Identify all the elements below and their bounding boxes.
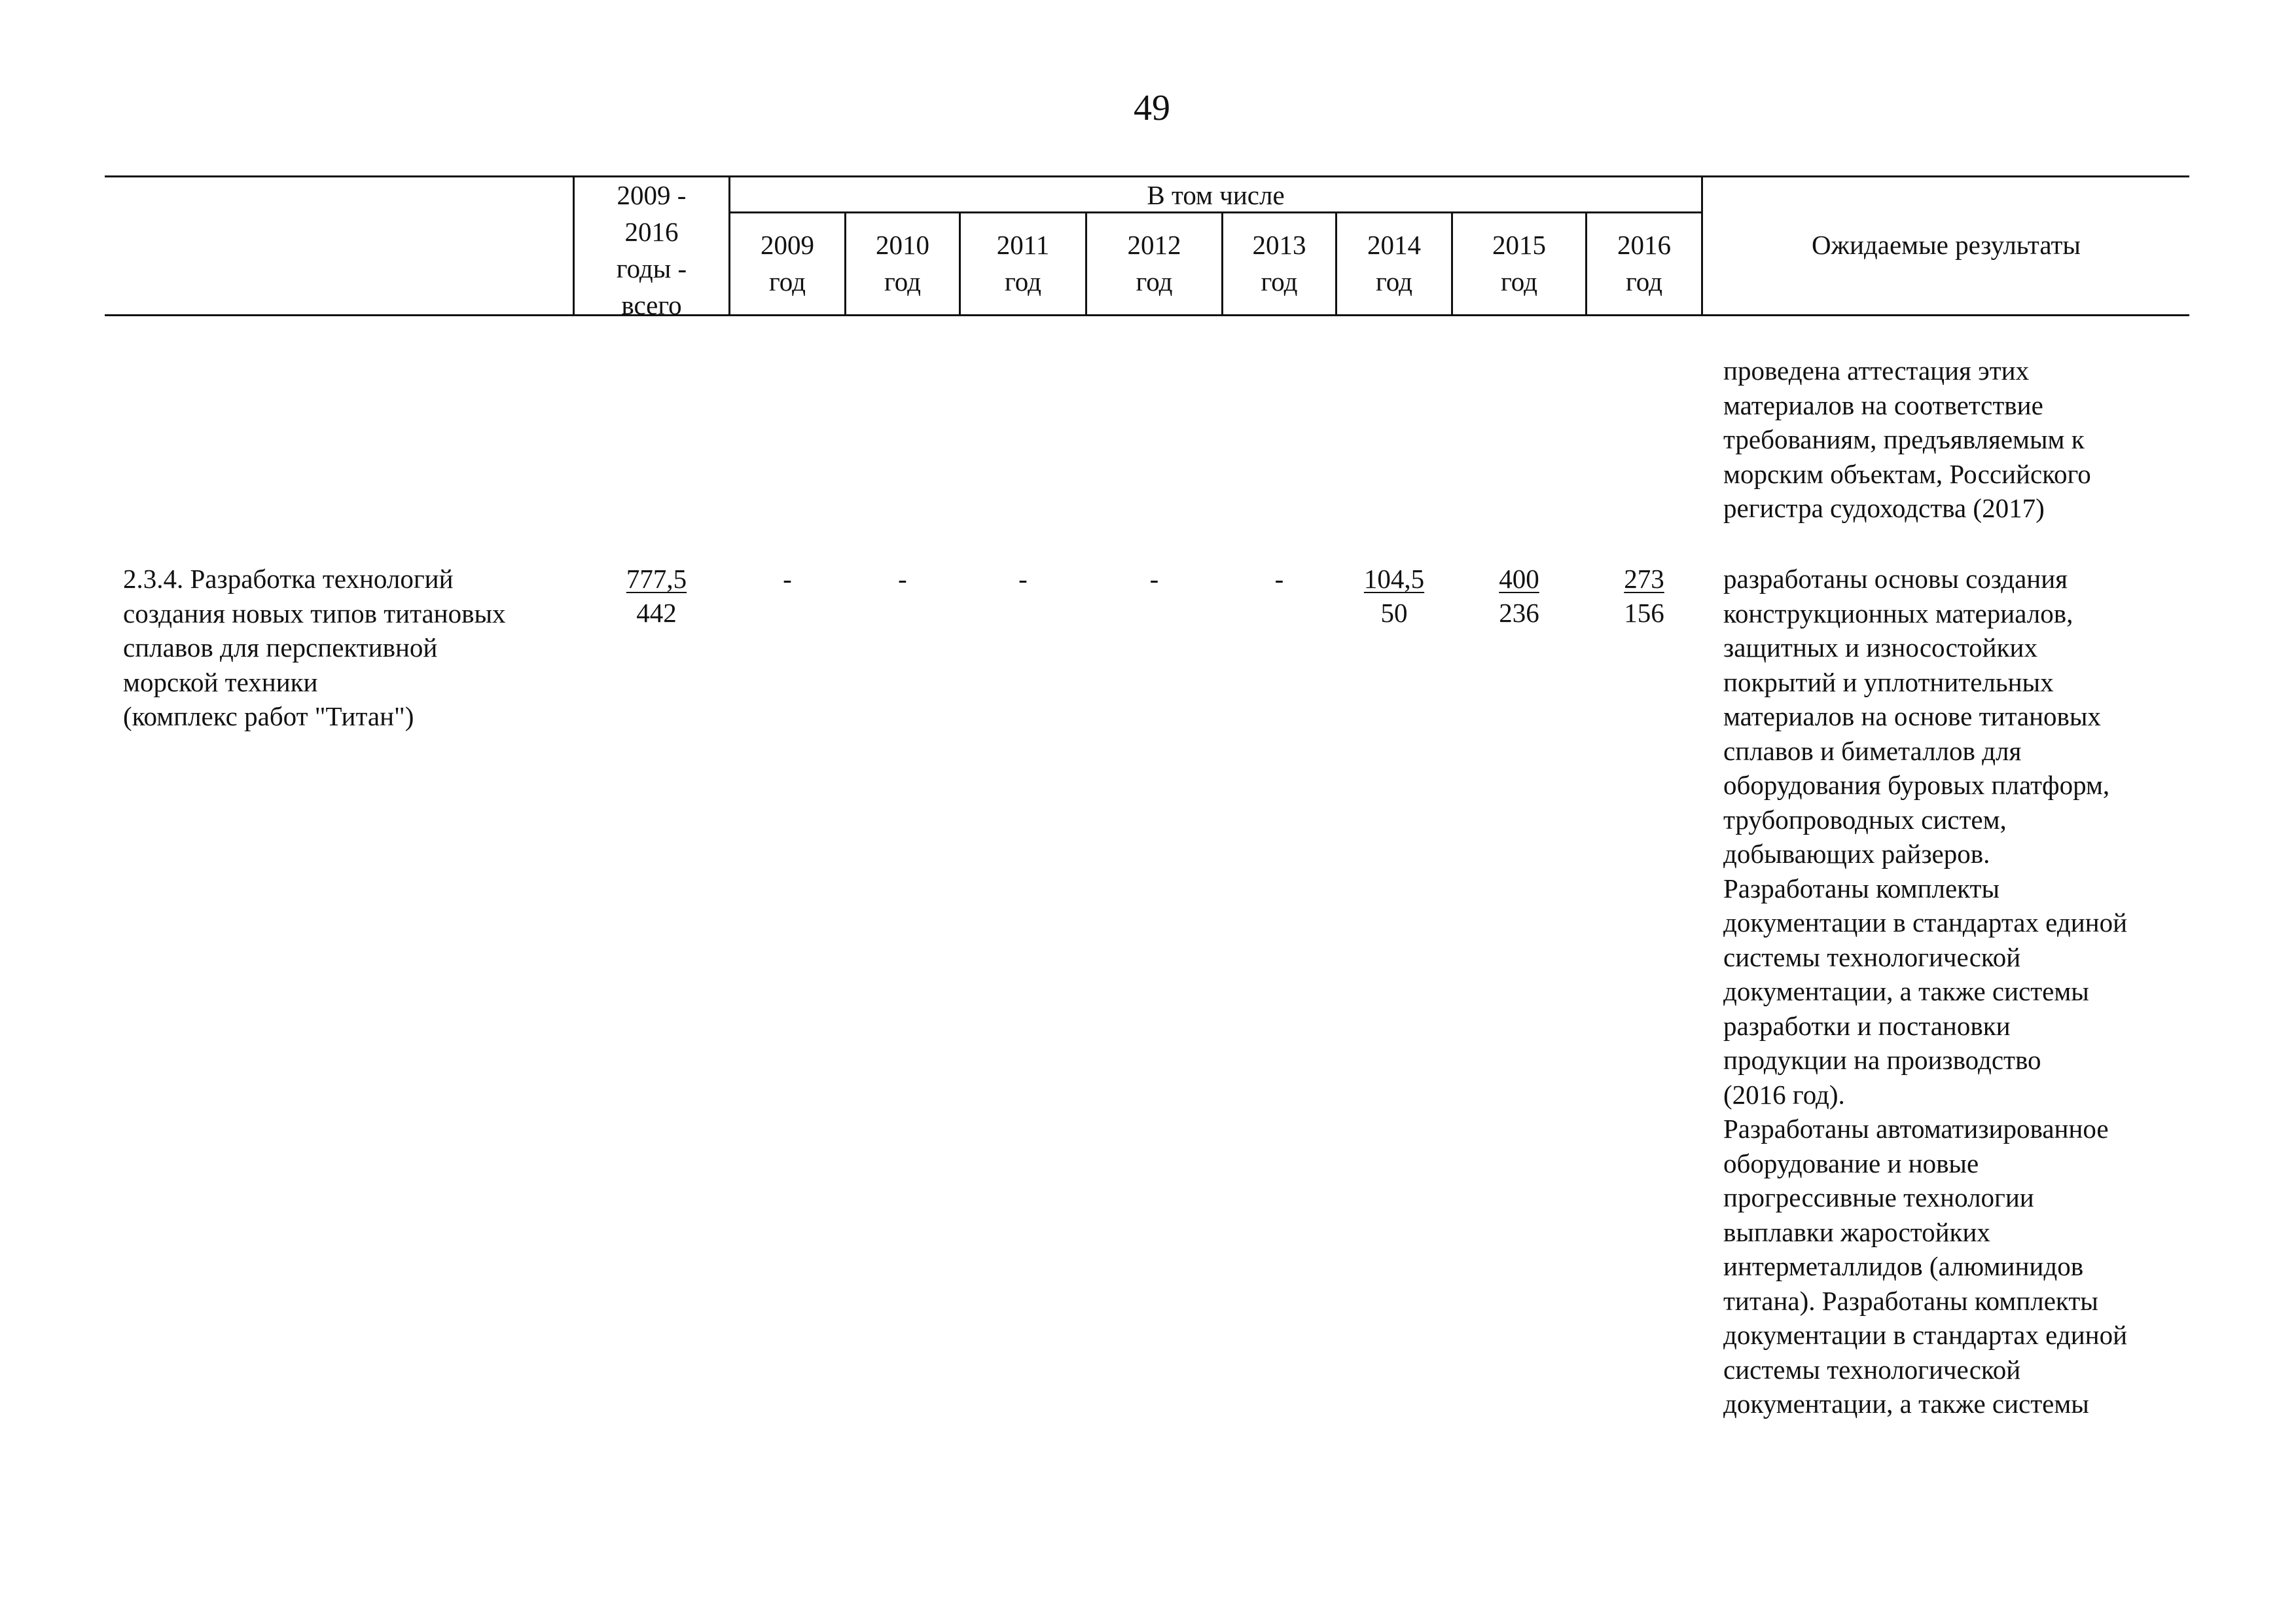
year-value-2009 — [730, 562, 844, 596]
header-year-unit: год — [1005, 266, 1041, 297]
result-line: документации в стандартах единой — [1723, 907, 2128, 938]
year-top-value: - — [1274, 564, 1284, 594]
year-value-2011 — [961, 562, 1085, 596]
result-line: требованиям, предъявляемым к — [1723, 424, 2085, 454]
header-year-unit: год — [884, 266, 921, 297]
task-name-line: (комплекс работ "Титан") — [123, 701, 414, 731]
header-year-2011 — [961, 227, 1085, 300]
result-line: системы технологической — [1723, 941, 2021, 972]
task-name — [123, 562, 506, 734]
header-group-label: В том числе — [1147, 180, 1285, 210]
result-line: защитных и износостойких — [1723, 632, 2037, 663]
result-line: прогрессивные технологии — [1723, 1182, 2034, 1213]
total-top-value: 777,5 — [626, 564, 687, 594]
header-year-2012 — [1087, 227, 1221, 300]
header-year-2015 — [1453, 227, 1585, 300]
result-line: сплавов и биметаллов для — [1723, 735, 2022, 766]
header-year-label: 2012 — [1127, 230, 1181, 260]
year-value-2016 — [1587, 562, 1701, 630]
result-line: интерметаллидов (алюминидов — [1723, 1251, 2084, 1281]
header-total-line: всего — [621, 290, 682, 320]
year-value-2012 — [1087, 562, 1221, 596]
result-line: добывающих райзеров. — [1723, 839, 1990, 869]
header-total-line: 2016 — [624, 217, 679, 247]
header-total-line: годы - — [616, 253, 687, 283]
result-line: Разработаны комплекты — [1723, 873, 2000, 903]
year-value-2015 — [1453, 562, 1585, 630]
result-line: документации, а также системы — [1723, 976, 2089, 1006]
result-line: конструкционных материалов, — [1723, 598, 2073, 629]
year-top-value: - — [1149, 564, 1159, 594]
result-line: проведена аттестация этих — [1723, 356, 2030, 386]
year-top-value: - — [1018, 564, 1028, 594]
year-top-value: - — [783, 564, 792, 594]
header-year-2016 — [1587, 227, 1701, 300]
page-number: 49 — [1134, 88, 1170, 128]
result-line: регистра судоходства (2017) — [1723, 493, 2045, 523]
total-value — [575, 562, 738, 630]
task-name-line: морской техники — [123, 666, 318, 697]
header-year-label: 2009 — [761, 230, 814, 260]
result-line: покрытий и уплотнительных — [1723, 666, 2054, 697]
result-line: материалов на соответствие — [1723, 390, 2043, 420]
result-line: трубопроводных систем, — [1723, 804, 2007, 835]
result-line: оборудование и новые — [1723, 1148, 1979, 1178]
header-year-label: 2014 — [1367, 230, 1421, 260]
year-bottom-value: 50 — [1380, 598, 1408, 628]
header-year-unit: год — [769, 266, 806, 297]
header-year-2013 — [1223, 227, 1335, 300]
result-line: продукции на производство — [1723, 1045, 2041, 1075]
header-year-label: 2011 — [996, 230, 1050, 260]
continuation-results — [1723, 354, 2091, 526]
header-year-label: 2013 — [1252, 230, 1306, 260]
result-line: материалов на основе титановых — [1723, 701, 2101, 731]
header-year-unit: год — [1261, 266, 1298, 297]
result-line: документации в стандартах единой — [1723, 1320, 2128, 1350]
header-year-2014 — [1337, 227, 1451, 300]
year-value-2010 — [846, 562, 959, 596]
header-total-column — [575, 177, 728, 323]
result-line: морским объектам, Российского — [1723, 458, 2091, 489]
result-line: документации, а также системы — [1723, 1389, 2089, 1419]
year-value-2013 — [1223, 562, 1335, 596]
task-name-line: создания новых типов титановых — [123, 598, 506, 629]
result-line: системы технологической — [1723, 1354, 2021, 1385]
header-year-unit: год — [1376, 266, 1412, 297]
header-year-label: 2016 — [1617, 230, 1671, 260]
result-line: оборудования буровых платформ, — [1723, 770, 2110, 800]
header-year-unit: год — [1136, 266, 1173, 297]
year-top-value: 104,5 — [1363, 564, 1425, 594]
result-line: выплавки жаростойких — [1723, 1216, 1990, 1247]
expected-results — [1723, 562, 2127, 1421]
year-top-value: 400 — [1499, 564, 1539, 594]
task-name-line: сплавов для перспективной — [123, 632, 438, 663]
result-line: титана). Разработаны комплекты — [1723, 1285, 2098, 1316]
total-bottom-value: 442 — [636, 598, 677, 628]
year-bottom-value: 236 — [1499, 598, 1539, 628]
year-bottom-value: 156 — [1624, 598, 1664, 628]
year-top-value: - — [898, 564, 907, 594]
task-name-line: 2.3.4. Разработка технологий — [123, 564, 454, 594]
header-year-unit: год — [1501, 266, 1537, 297]
header-year-label: 2010 — [876, 230, 929, 260]
header-year-2010 — [846, 227, 959, 300]
header-total-line: 2009 - — [617, 180, 687, 210]
year-top-value: 273 — [1624, 564, 1664, 594]
result-line: разработки и постановки — [1723, 1010, 2011, 1041]
year-value-2014 — [1337, 562, 1451, 630]
header-results-label: Ожидаемые результаты — [1812, 230, 2081, 260]
header-year-unit: год — [1626, 266, 1662, 297]
header-year-label: 2015 — [1492, 230, 1546, 260]
result-line: Разработаны автоматизированное — [1723, 1114, 2109, 1144]
header-bottom-rule — [105, 314, 2189, 316]
result-line: (2016 год). — [1723, 1079, 1845, 1110]
header-year-2009 — [730, 227, 844, 300]
result-line: разработаны основы создания — [1723, 564, 2068, 594]
